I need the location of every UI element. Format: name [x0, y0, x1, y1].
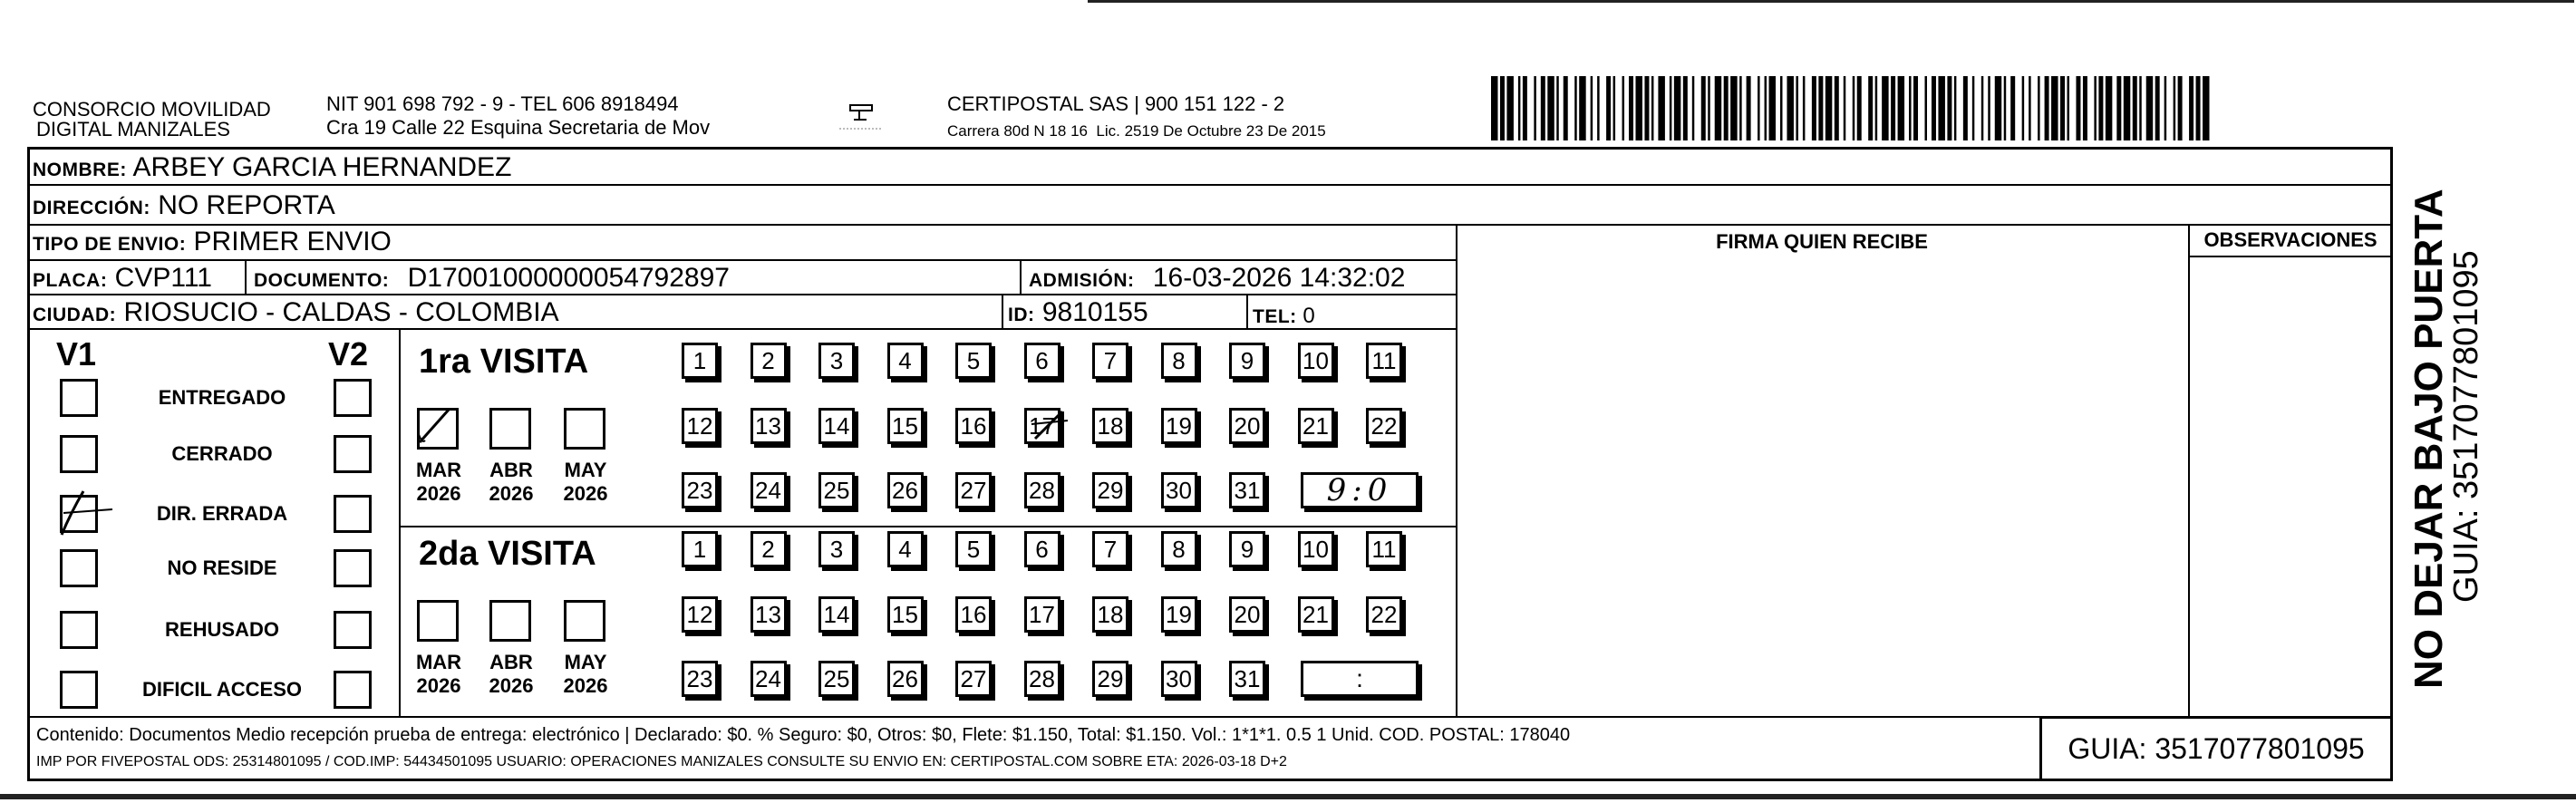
courier-name: CERTIPOSTAL SAS | 900 151 122 - 2 — [947, 92, 1285, 115]
day-box[interactable]: 22 — [1366, 408, 1402, 444]
barcode-bar — [1891, 76, 1895, 140]
cell-divider — [245, 259, 247, 294]
v2-checkbox[interactable] — [334, 495, 372, 533]
v1-checkbox[interactable] — [60, 379, 98, 417]
day-box[interactable]: 18 — [1092, 408, 1128, 444]
barcode-bar — [1853, 76, 1855, 140]
barcode-bar — [1835, 76, 1839, 140]
handwritten-check-mark — [412, 404, 458, 450]
footer-divider — [27, 716, 2393, 718]
tel-row — [1253, 301, 1315, 333]
side-warning-text: NO DEJAR BAJO PUERTA — [2407, 189, 2451, 689]
v1-checkbox[interactable] — [60, 549, 98, 587]
barcode-bar — [1730, 76, 1737, 140]
day-box[interactable]: 31 — [1229, 472, 1265, 508]
second-visit-title: 2da VISITA — [419, 535, 596, 573]
courier-logo-icon — [834, 98, 888, 134]
day-box[interactable]: 8 — [1161, 531, 1197, 567]
day-box[interactable]: 3 — [818, 343, 855, 379]
barcode-bar — [1708, 76, 1709, 140]
barcode-bar — [1670, 76, 1671, 140]
status-label: REHUSADO — [165, 618, 279, 641]
barcode-bar — [1715, 76, 1721, 140]
barcode-bar — [2076, 76, 2080, 140]
barcode-bar — [1947, 76, 1951, 140]
firma-title: FIRMA QUIEN RECIBE — [1716, 230, 1928, 253]
ciudad-value: RIOSUCIO - CALDAS - COLOMBIA — [123, 297, 559, 327]
barcode-bar — [1547, 76, 1554, 140]
barcode-bar — [2203, 76, 2209, 140]
day-box[interactable]: 25 — [818, 472, 855, 508]
barcode-bar — [1674, 76, 1680, 140]
second-visit-time-box[interactable] — [1301, 661, 1419, 697]
ciudad-row — [33, 297, 559, 331]
company-name-line1: CONSORCIO MOVILIDAD — [33, 98, 271, 121]
barcode-bar — [2051, 76, 2058, 140]
placa-label: PLACA: — [33, 270, 108, 291]
observaciones-title: OBSERVACIONES — [2203, 228, 2377, 251]
barcode-bar — [2116, 76, 2121, 140]
status-label: DIFICIL ACCESO — [141, 678, 302, 701]
documento-row — [254, 263, 730, 296]
month-label: MAY — [564, 651, 607, 673]
barcode-bar — [1635, 76, 1641, 140]
cell-divider — [1246, 294, 1248, 328]
cell-divider — [1002, 294, 1003, 328]
observaciones-underline — [2188, 256, 2393, 257]
ciudad-label: CIUDAD: — [33, 305, 117, 325]
v2-checkbox[interactable] — [334, 549, 372, 587]
day-box[interactable]: 17 — [1024, 596, 1060, 633]
tipo-label: TIPO DE ENVIO: — [33, 234, 187, 255]
day-box[interactable]: 13 — [751, 408, 787, 444]
barcode-bar — [1769, 76, 1776, 140]
barcode-bar — [1787, 76, 1793, 140]
day-box[interactable]: 18 — [1092, 596, 1128, 633]
day-box[interactable]: 31 — [1229, 661, 1265, 697]
top-edge-line — [1088, 0, 2574, 3]
barcode-bar — [2106, 76, 2112, 140]
row-divider — [27, 224, 2393, 226]
barcode-bar — [1644, 76, 1649, 140]
month-checkbox[interactable] — [489, 408, 531, 450]
day-box[interactable]: 20 — [1229, 596, 1265, 633]
barcode-bar — [1692, 76, 1694, 140]
month-label: MAY — [564, 459, 607, 481]
day-box[interactable]: 16 — [955, 596, 992, 633]
id-value: 9810155 — [1041, 297, 1148, 327]
v2-checkbox[interactable] — [334, 671, 372, 709]
day-box[interactable]: 7 — [1092, 531, 1128, 567]
barcode-bar — [1796, 76, 1797, 140]
day-box[interactable]: 6 — [1024, 531, 1060, 567]
barcode-bar — [2004, 76, 2006, 140]
day-box[interactable]: 24 — [751, 661, 787, 697]
tipo-value: PRIMER ENVIO — [193, 227, 392, 256]
day-box[interactable]: 28 — [1024, 472, 1060, 508]
day-box[interactable]: 9 — [1229, 531, 1265, 567]
barcode-bar — [2146, 76, 2153, 140]
company-address: Cra 19 Calle 22 Esquina Secretaria de Mov — [326, 116, 711, 139]
placa-row — [33, 263, 212, 296]
day-box[interactable]: 12 — [682, 596, 718, 633]
status-label: DIR. ERRADA — [156, 502, 288, 525]
visit-divider — [399, 526, 1457, 527]
year-label: 2026 — [416, 482, 461, 505]
barcode-bar — [1651, 76, 1653, 140]
barcode-bar — [1898, 76, 1904, 140]
barcode-bar — [1523, 76, 1527, 140]
barcode-bar — [1981, 76, 1983, 140]
barcode-bar — [1579, 76, 1585, 140]
v2-checkbox[interactable] — [334, 379, 372, 417]
footer-print-line: IMP POR FIVEPOSTAL ODS: 25314801095 / COD.IMP: 54434501095 USUARIO: OPERACIONES MANIZALES CONSULTE SU ENVIO EN: CERTIPOSTAL.COM SOBRE ETA: 2026-03-18 D+2 — [36, 754, 1287, 769]
barcode-bar — [1739, 76, 1741, 140]
first-visit-time-box[interactable] — [1301, 472, 1419, 508]
company-nit: NIT 901 698 792 - 9 - TEL 606 8918494 — [326, 92, 679, 115]
direccion-value: NO REPORTA — [158, 190, 335, 220]
day-box[interactable]: 5 — [955, 531, 992, 567]
day-box[interactable]: 10 — [1298, 531, 1334, 567]
barcode-bar — [2139, 76, 2141, 140]
month-checkbox[interactable] — [564, 600, 605, 642]
barcode-bar — [1954, 76, 1956, 140]
barcode-bar — [1564, 76, 1568, 140]
admision-label: ADMISIÓN: — [1029, 270, 1135, 291]
status-label: CERRADO — [171, 442, 273, 465]
nombre-value: ARBEY GARCIA HERNANDEZ — [132, 152, 512, 182]
barcode-bar — [2068, 76, 2069, 140]
barcode-bar — [1825, 76, 1832, 140]
barcode-bar — [1803, 76, 1805, 140]
barcode-bar — [2155, 76, 2160, 140]
status-label: NO RESIDE — [167, 556, 277, 579]
nombre-label: NOMBRE: — [33, 160, 127, 180]
first-visit-title: 1ra VISITA — [419, 343, 589, 381]
day-box[interactable]: 1 — [682, 343, 718, 379]
day-box[interactable]: 21 — [1298, 596, 1334, 633]
barcode-bar — [2124, 76, 2130, 140]
day-box[interactable]: 30 — [1161, 472, 1197, 508]
day-box[interactable]: 1 — [682, 531, 718, 567]
barcode — [1491, 76, 2212, 140]
barcode-bar — [1629, 76, 1633, 140]
v2-checkbox[interactable] — [334, 611, 372, 649]
handwritten-dir-errada-mark — [53, 486, 116, 540]
day-box[interactable]: 17 — [1024, 408, 1060, 444]
direccion-row — [33, 190, 335, 224]
day-box[interactable]: 27 — [955, 472, 992, 508]
status-label: ENTREGADO — [158, 386, 286, 409]
barcode-bar — [1701, 76, 1706, 140]
barcode-bar — [1491, 76, 1497, 140]
month-checkbox[interactable] — [564, 408, 605, 450]
barcode-bar — [1747, 76, 1751, 140]
barcode-bar — [1932, 76, 1936, 140]
day-box[interactable]: 6 — [1024, 343, 1060, 379]
direccion-label: DIRECCIÓN: — [33, 198, 150, 218]
barcode-bar — [1541, 76, 1545, 140]
barcode-bar — [1534, 76, 1535, 140]
day-box[interactable]: 25 — [818, 661, 855, 697]
tel-value: 0 — [1303, 304, 1315, 328]
day-box[interactable]: 2 — [751, 343, 787, 379]
year-label: 2026 — [563, 674, 608, 697]
day-box[interactable]: 16 — [955, 408, 992, 444]
barcode-bar — [2083, 76, 2087, 140]
day-box[interactable]: 15 — [887, 408, 924, 444]
second-visit-time-blank: : — [1356, 664, 1363, 692]
barcode-bar — [2038, 76, 2039, 140]
barcode-bar — [1812, 76, 1816, 140]
barcode-bar — [1506, 76, 1513, 140]
guia-box: GUIA: 3517077801095 — [2039, 716, 2393, 781]
handwritten-time: 9:0 — [1326, 472, 1393, 508]
day-box[interactable]: 15 — [887, 596, 924, 633]
v1-header: V1 — [56, 335, 97, 372]
barcode-bar — [1857, 76, 1862, 140]
barcode-bar — [1875, 76, 1877, 140]
documento-label: DOCUMENTO: — [254, 270, 390, 291]
day-box[interactable]: 24 — [751, 472, 787, 508]
barcode-bar — [2133, 76, 2137, 140]
barcode-bar — [1963, 76, 1968, 140]
day-box[interactable]: 14 — [818, 596, 855, 633]
v1-checkbox[interactable] — [60, 671, 98, 709]
day-box[interactable]: 7 — [1092, 343, 1128, 379]
barcode-bar — [2094, 76, 2096, 140]
observaciones-area[interactable] — [2190, 259, 2393, 716]
barcode-bar — [2189, 76, 2193, 140]
day-box[interactable]: 12 — [682, 408, 718, 444]
day-box[interactable]: 22 — [1366, 596, 1402, 633]
day-box[interactable]: 19 — [1161, 408, 1197, 444]
barcode-bar — [1758, 76, 1759, 140]
day-box[interactable]: 4 — [887, 531, 924, 567]
barcode-bar — [1683, 76, 1688, 140]
day-box[interactable]: 28 — [1024, 661, 1060, 697]
v1-checkbox[interactable] — [60, 435, 98, 473]
barcode-bar — [1882, 76, 1888, 140]
id-row — [1008, 297, 1148, 331]
signature-area[interactable] — [1457, 261, 2188, 716]
year-label: 2026 — [563, 482, 608, 505]
year-label: 2026 — [489, 674, 534, 697]
barcode-bar — [1988, 76, 1990, 140]
barcode-bar — [1818, 76, 1823, 140]
barcode-bar — [2174, 76, 2175, 140]
barcode-bar — [1909, 76, 1911, 140]
month-label: MAR — [415, 459, 462, 481]
barcode-bar — [2098, 76, 2103, 140]
side-guia-text: GUIA: 3517077801095 — [2447, 250, 2485, 603]
barcode-bar — [1938, 76, 1944, 140]
tel-label: TEL: — [1253, 306, 1297, 327]
barcode-bar — [2045, 76, 2049, 140]
day-box[interactable]: 23 — [682, 472, 718, 508]
barcode-bar — [1780, 76, 1782, 140]
barcode-bar — [1613, 76, 1615, 140]
barcode-bar — [1844, 76, 1845, 140]
day-box[interactable]: 26 — [887, 661, 924, 697]
year-label: 2026 — [489, 482, 534, 505]
footer-content-line: Contenido: Documentos Medio recepción prueba de entrega: electrónico | Declarado: $0. % Seguro: $0, Otros: $0, Flete: $1.150, Total: $1.150. Vol.: 1*1*1. 0.5 1 Unid. COD. POSTAL: 178040 — [36, 725, 1571, 745]
day-box[interactable]: 14 — [818, 408, 855, 444]
day-box[interactable]: 11 — [1366, 531, 1402, 567]
day-box[interactable]: 26 — [887, 472, 924, 508]
v2-checkbox[interactable] — [334, 435, 372, 473]
bottom-edge-line — [0, 794, 2576, 799]
nombre-row — [33, 152, 511, 186]
day-box[interactable]: 29 — [1092, 472, 1128, 508]
barcode-bar — [1868, 76, 1873, 140]
barcode-bar — [1995, 76, 2001, 140]
barcode-bar — [1518, 76, 1520, 140]
day-box[interactable]: 19 — [1161, 596, 1197, 633]
day-box[interactable]: 10 — [1298, 343, 1334, 379]
barcode-bar — [2029, 76, 2030, 140]
cell-divider — [1020, 259, 1022, 294]
barcode-bar — [1724, 76, 1729, 140]
barcode-bar — [2060, 76, 2065, 140]
day-box[interactable]: 21 — [1298, 408, 1334, 444]
barcode-bar — [1574, 76, 1576, 140]
documento-value: D17001000000054792897 — [407, 263, 730, 293]
day-box[interactable]: 2 — [751, 531, 787, 567]
day-box[interactable]: 4 — [887, 343, 924, 379]
month-label: MAR — [415, 651, 462, 673]
month-label: ABR — [489, 459, 533, 481]
company-name-line2: DIGITAL MANIZALES — [36, 118, 230, 140]
day-box[interactable]: 20 — [1229, 408, 1265, 444]
v2-header: V2 — [328, 335, 369, 372]
year-label: 2026 — [416, 674, 461, 697]
barcode-bar — [2164, 76, 2166, 140]
day-box[interactable]: 3 — [818, 531, 855, 567]
placa-value: CVP111 — [114, 263, 212, 293]
admision-row — [1029, 263, 1405, 296]
barcode-bar — [1556, 76, 1558, 140]
month-label: ABR — [489, 651, 533, 673]
barcode-bar — [1622, 76, 1624, 140]
barcode-bar — [1658, 76, 1664, 140]
day-box[interactable]: 27 — [955, 661, 992, 697]
barcode-bar — [1500, 76, 1505, 140]
day-box[interactable]: 23 — [682, 661, 718, 697]
barcode-bar — [2010, 76, 2015, 140]
day-box[interactable]: 13 — [751, 596, 787, 633]
day-box[interactable]: 11 — [1366, 343, 1402, 379]
day-box[interactable]: 8 — [1161, 343, 1197, 379]
barcode-bar — [2196, 76, 2201, 140]
month-checkbox[interactable] — [489, 600, 531, 642]
barcode-bar — [2022, 76, 2024, 140]
id-label: ID: — [1008, 305, 1035, 325]
day-box[interactable]: 29 — [1092, 661, 1128, 697]
barcode-bar — [2178, 76, 2183, 140]
visit-left-divider — [399, 328, 401, 716]
barcode-bar — [1972, 76, 1974, 140]
day-box[interactable]: 30 — [1161, 661, 1197, 697]
barcode-bar — [1591, 76, 1593, 140]
barcode-bar — [1924, 76, 1926, 140]
day-box[interactable]: 5 — [955, 343, 992, 379]
tipo-row — [33, 227, 392, 260]
courier-address: Carrera 80d N 18 16 Lic. 2519 De Octubre 23 De 2015 — [947, 122, 1326, 140]
barcode-bar — [1913, 76, 1918, 140]
barcode-bar — [1765, 76, 1767, 140]
handwritten-strike-mark — [1028, 408, 1073, 448]
day-box[interactable]: 9 — [1229, 343, 1265, 379]
month-checkbox[interactable] — [417, 600, 459, 642]
barcode-bar — [1597, 76, 1599, 140]
barcode-bar — [1606, 76, 1611, 140]
admision-value: 16-03-2026 14:32:02 — [1152, 263, 1406, 293]
v1-checkbox[interactable] — [60, 611, 98, 649]
